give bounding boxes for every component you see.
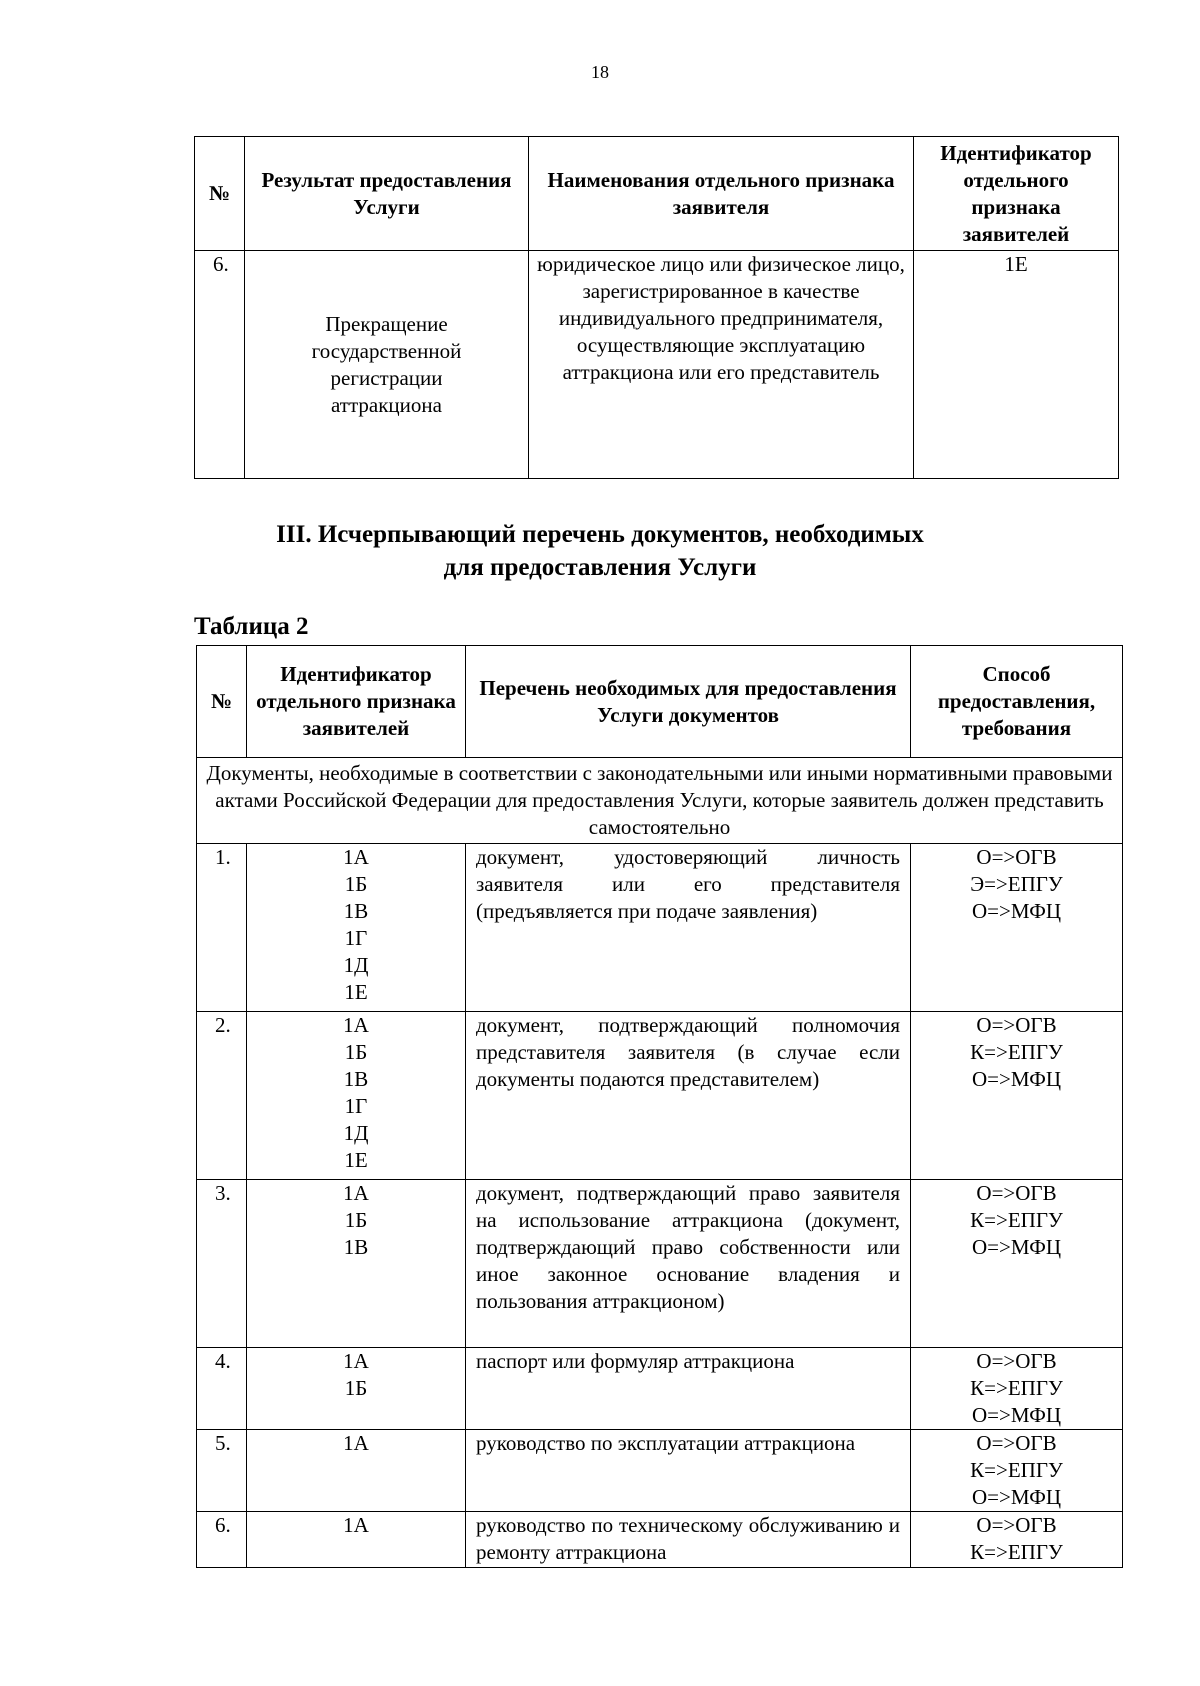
row-identifier: 1Д xyxy=(343,1121,369,1145)
table-row xyxy=(197,1012,1123,1180)
row-document: документ, удостоверяющий личность заявителя или его представителя (предъявляется при подаче заявления) xyxy=(476,845,900,923)
row-identifiers xyxy=(247,1430,466,1512)
row-methods xyxy=(911,1430,1123,1512)
table2-span-row xyxy=(197,758,1123,844)
row-identifier: 1Б xyxy=(344,872,368,896)
row-identifier: 1Е xyxy=(344,1148,368,1172)
row-method: О=>ОГВ xyxy=(976,1349,1057,1373)
row-identifier: 1Д xyxy=(343,953,369,977)
table-row xyxy=(197,1512,1123,1568)
row-document-cell xyxy=(466,1512,911,1568)
row-identifiers xyxy=(247,844,466,1012)
row-identifier: 1В xyxy=(343,899,369,923)
table2-header-row xyxy=(197,646,1123,758)
row-method: О=>МФЦ xyxy=(971,1403,1061,1427)
row-methods xyxy=(911,1512,1123,1568)
row-identifier: 1Б xyxy=(344,1208,368,1232)
row-identifier: 1Г xyxy=(344,1094,368,1118)
table1-header-row xyxy=(195,137,1119,251)
row-identifier: 1А xyxy=(343,1513,369,1537)
table1-header-applicant: Наименования отдельного признака заявителя xyxy=(529,137,914,251)
row-identifiers xyxy=(247,1512,466,1568)
row-identifier: 1В xyxy=(343,1235,369,1259)
row-method: К=>ЕПГУ xyxy=(970,1540,1063,1564)
table1-header-result: Результат предоставления Услуги xyxy=(245,137,529,251)
row-number: 2. xyxy=(197,1012,247,1180)
row-identifier: 1А xyxy=(343,1431,369,1455)
row-identifier: 1А xyxy=(343,1349,369,1373)
row-method: О=>ОГВ xyxy=(976,845,1057,869)
row-number: 6. xyxy=(197,1512,247,1568)
row-methods xyxy=(911,1012,1123,1180)
row-document: руководство по эксплуатации аттракциона xyxy=(476,1431,856,1455)
table-row xyxy=(197,1430,1123,1512)
row-method: О=>ОГВ xyxy=(976,1181,1057,1205)
row-document-cell xyxy=(466,1012,911,1180)
table1-row-result: Прекращение государственной регистрации аттракциона xyxy=(245,251,529,479)
row-identifier: 1Е xyxy=(344,980,368,1004)
row-number: 1. xyxy=(197,844,247,1012)
row-document-cell xyxy=(466,1180,911,1348)
table1-header-number: № xyxy=(195,137,245,251)
table1-row-number: 6. xyxy=(195,251,245,479)
row-identifiers xyxy=(247,1180,466,1348)
row-document: документ, подтверждающий право заявителя на использование аттракциона (документ, подтверждающий право собственности или иное законное основание владения и пользования аттракционом) xyxy=(476,1181,900,1313)
table1-row-identifier: 1Е xyxy=(914,251,1119,479)
table1-header-identifier: Идентификатор отдельного признака заявителей xyxy=(914,137,1119,251)
row-identifier: 1Б xyxy=(344,1040,368,1064)
row-methods xyxy=(911,1348,1123,1430)
documents-table xyxy=(196,645,1123,1568)
section-title xyxy=(0,518,1200,584)
row-method: О=>МФЦ xyxy=(971,1235,1061,1259)
row-method: О=>МФЦ xyxy=(971,1067,1061,1091)
table2-span-text: Документы, необходимые в соответствии с законодательными или иными нормативными правовыми актами Российской Федерации для предоставления Услуги, которые заявитель должен представить самостоятельно xyxy=(197,758,1123,844)
row-method: О=>ОГВ xyxy=(976,1431,1057,1455)
row-identifiers xyxy=(247,1012,466,1180)
table-row xyxy=(197,844,1123,1012)
section-title-line1: III. Исчерпывающий перечень документов, необходимых xyxy=(276,521,924,548)
row-document: документ, подтверждающий полномочия представителя заявителя (в случае если документы подаются представителем) xyxy=(476,1013,900,1091)
row-document: паспорт или формуляр аттракциона xyxy=(476,1349,795,1373)
row-method: О=>ОГВ xyxy=(976,1013,1057,1037)
table-row xyxy=(197,1348,1123,1430)
row-method: О=>МФЦ xyxy=(971,1485,1061,1509)
row-method: О=>ОГВ xyxy=(976,1513,1057,1537)
row-identifier: 1А xyxy=(343,1181,369,1205)
row-document: руководство по техническому обслуживанию и ремонту аттракциона xyxy=(476,1513,900,1564)
row-method: К=>ЕПГУ xyxy=(970,1040,1063,1064)
row-method: К=>ЕПГУ xyxy=(970,1376,1063,1400)
row-method: Э=>ЕПГУ xyxy=(970,872,1063,896)
row-method: К=>ЕПГУ xyxy=(970,1208,1063,1232)
applicant-attributes-table xyxy=(194,136,1119,479)
table2-header-identifier: Идентификатор отдельного признака заявителей xyxy=(247,646,466,758)
row-methods xyxy=(911,844,1123,1012)
row-identifiers xyxy=(247,1348,466,1430)
table2-header-method: Способ предоставления, требования xyxy=(911,646,1123,758)
table2-header-number: № xyxy=(197,646,247,758)
row-identifier: 1А xyxy=(343,845,369,869)
row-identifier: 1Г xyxy=(344,926,368,950)
row-number: 4. xyxy=(197,1348,247,1430)
table1-row-applicant: юридическое лицо или физическое лицо, зарегистрированное в качестве индивидуального предпринимателя, осуществляющие эксплуатацию аттракциона или его представитель xyxy=(529,251,914,479)
row-method: К=>ЕПГУ xyxy=(970,1458,1063,1482)
table2-header-documents: Перечень необходимых для предоставления Услуги документов xyxy=(466,646,911,758)
page-number: 18 xyxy=(591,62,609,82)
table-row xyxy=(197,1180,1123,1348)
row-identifier: 1А xyxy=(343,1013,369,1037)
row-document-cell xyxy=(466,1430,911,1512)
row-document-cell xyxy=(466,1348,911,1430)
row-methods xyxy=(911,1180,1123,1348)
row-identifier: 1Б xyxy=(344,1376,368,1400)
table2-caption: Таблица 2 xyxy=(194,613,309,640)
row-identifier: 1В xyxy=(343,1067,369,1091)
row-number: 5. xyxy=(197,1430,247,1512)
table-row xyxy=(195,251,1119,479)
row-method: О=>МФЦ xyxy=(971,899,1061,923)
row-document-cell xyxy=(466,844,911,1012)
section-title-line2: для предоставления Услуги xyxy=(443,554,757,581)
row-number: 3. xyxy=(197,1180,247,1348)
